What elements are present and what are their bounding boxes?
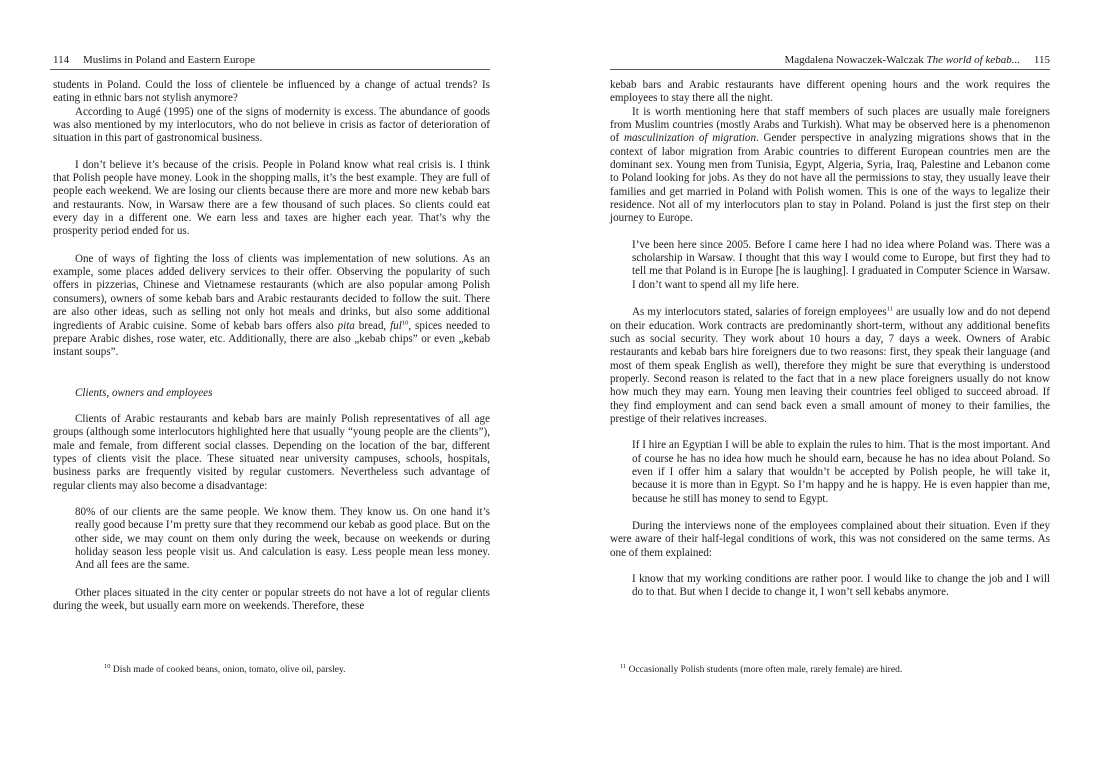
- footnote: [620, 664, 1060, 676]
- left-page-number: 114: [53, 54, 70, 66]
- right-page-header: [610, 52, 1050, 70]
- paragraph: As my interlocutors stated, salaries of foreign employees$^{11}$ are usually low and do not depend on their education. Work contracts are predominantly short-term, without any additional benefits such as social security. They work about 10 hours a day, 7 days a week. Owners of Arabic restaurants and kebab bars hire foreigners due to two reasons: first, they speak their language (and most of them speak English as well), therefore they might be sure that everything is understood properly. Second reason is related to the fact that in a new place foreigners usually do not know how much they may earn. Young men leaving their countries feel obliged to succeed abroad. If they find employment and can send back even a small amount of money to their families, the prestige of their relatives increases.: [610, 305, 1051, 425]
- footnote-ref: 10: [401, 318, 409, 326]
- paragraph: According to Augé (1995) one of the signs of modernity is excess. The abundance of goods was also mentioned by my interlocutors, who do not believe in crisis as factor of deterioration of situation in this part of gastronomical business.: [53, 105, 490, 145]
- footnote: [104, 664, 544, 676]
- running-head-title: The world of kebab...: [926, 54, 1020, 66]
- block-quote: I know that my working conditions are rather poor. I would like to change the job and I will do to that. But when I decide to change it, I won’t sell kebabs anymore.: [632, 573, 1050, 599]
- block-quote: 80% of our clients are the same people. We know them. They know us. On one hand it’s really good because I’m pretty sure that they recommend our kebab as good place. But on the other side, we may count on them only during the week, because on weekends or during holiday season less people visit us. And calculation is easy. Less people mean less money. And all fees are the same.: [75, 505, 490, 572]
- paragraph: Clients of Arabic restaurants and kebab bars are mainly Polish representatives of all age groups (although some interlocutors highlighted here that usually “young people are the clients”), male and female, from different social classes. Depending on the location of the bar, different types of clients visit the place. These situated near university campuses, schools, hospitals, business parks are frequently visited by regular customers. Nevertheless such advantage of regular clients may also become a disadvantage:: [53, 412, 490, 492]
- right-page-number: 115: [1033, 54, 1050, 66]
- left-running-head: Muslims in Poland and Eastern Europe: [83, 54, 256, 66]
- left-page-header: [50, 52, 490, 70]
- section-subheading: Clients, owners and employees: [75, 386, 213, 399]
- paragraph: Other places situated in the city center or popular streets do not have a lot of regular clients during the week, but usually earn more on weekends. Therefore, these: [53, 586, 490, 612]
- paragraph: During the interviews none of the employees complained about their situation. Even if they were aware of their half-legal conditions of work, this was not considered on the same terms. As one of them explained:: [610, 519, 1050, 559]
- footnote-number: 10: [104, 662, 111, 670]
- emphasis: pita: [337, 319, 355, 332]
- footnote-text: Occasionally Polish students (more often male, rarely female) are hired.: [628, 665, 903, 675]
- paragraph: One of ways of fighting the loss of clients was implementation of new solutions. As an example, some places added delivery services to their offer. Observing the popularity of such offers in pizzerias, Chinese and Vietnamese restaurants (which are also popular among Polish consumers), owners of some kebab bars and Arabic restaurants decided to follow the suit. There are also other ideas, such as selling not only hot meals and drinks, but also some additional ingredients of Arabic cuisine. Some of kebab bars offers also pita bread, ful$^{10}$, spices needed to prepare Arabic dishes, rose water, etc. Additionally, there are also „kebab chips” or even „kebab instant soups”.: [53, 252, 491, 359]
- block-quote: If I hire an Egyptian I will be able to explain the rules to him. That is the most important. And of course he has no idea how much he should earn, because he has no idea about Poland. So even if I offer him a salary that wouldn’t be accepted by Polish people, he will take it, because it is more than in Egypt. So I’m happy and he is happy. He is even happier than me, because he still has money to send to Egypt.: [632, 439, 1050, 505]
- footnote-ref: 11: [886, 305, 893, 313]
- paragraph: students in Poland. Could the loss of clientele be influenced by a change of actual trends? Is eating in ethnic bars not stylish anymore?: [53, 79, 490, 105]
- emphasis: ful: [390, 319, 402, 332]
- left-page-body: [53, 79, 490, 613]
- right-page-body: [610, 79, 1050, 600]
- paragraph: It is worth mentioning here that staff members of such places are usually male foreigners from Muslim countries (mostly Arabs and Turkish). What may be observed here is a phenomenon of masculinization of migration. Gender perspective in analyzing migrations shows that in the context of labor migration from Arabic countries to different European countries men are the dominant sex. Young men from Tunisia, Egypt, Algeria, Syria, Iraq, Palestine and Lebanon come to Poland looking for jobs. As they do not have all the permissions to stay, they usually leave their families and get married in Poland with Polish women. This is one of the ways to legalize their residence. Not all of my interlocutors plan to stay in Poland. Poland is just the first step on their journey to Europe.: [610, 105, 1051, 225]
- running-head-author: Magdalena Nowaczek-Walczak: [784, 54, 924, 66]
- footnote-text: Dish made of cooked beans, onion, tomato, olive oil, parsley.: [112, 665, 346, 675]
- paragraph: kebab bars and Arabic restaurants have different opening hours and the work requires the employees to stay there all the night.: [610, 79, 1050, 105]
- right-running-head: [784, 53, 1020, 67]
- emphasis: masculinization of migration: [623, 132, 757, 145]
- block-quote: I’ve been here since 2005. Before I came here I had no idea where Poland was. There was a scholarship in Warsaw. I thought that this way I would come to Europe, but first they had to tell me that Poland is in Europe [he is laughing]. I graduated in Computer Science in Warsaw. I don’t want to spend all my life here.: [632, 238, 1050, 291]
- block-quote: I don’t believe it’s because of the crisis. People in Poland know what real crisis is. I think that Polish people have money. Look in the shopping malls, it’s the best example. They are full of people each weekend. We are losing our clients because there are more and more new kebab bars and restaurants. Now, in Warsaw there are a few thousand of such places. So clients could eat every day in a different one. We earn less and taxes are higher each year. That’s why the prosperity period ended for us.: [53, 158, 490, 238]
- footnote-number: 11: [620, 662, 627, 670]
